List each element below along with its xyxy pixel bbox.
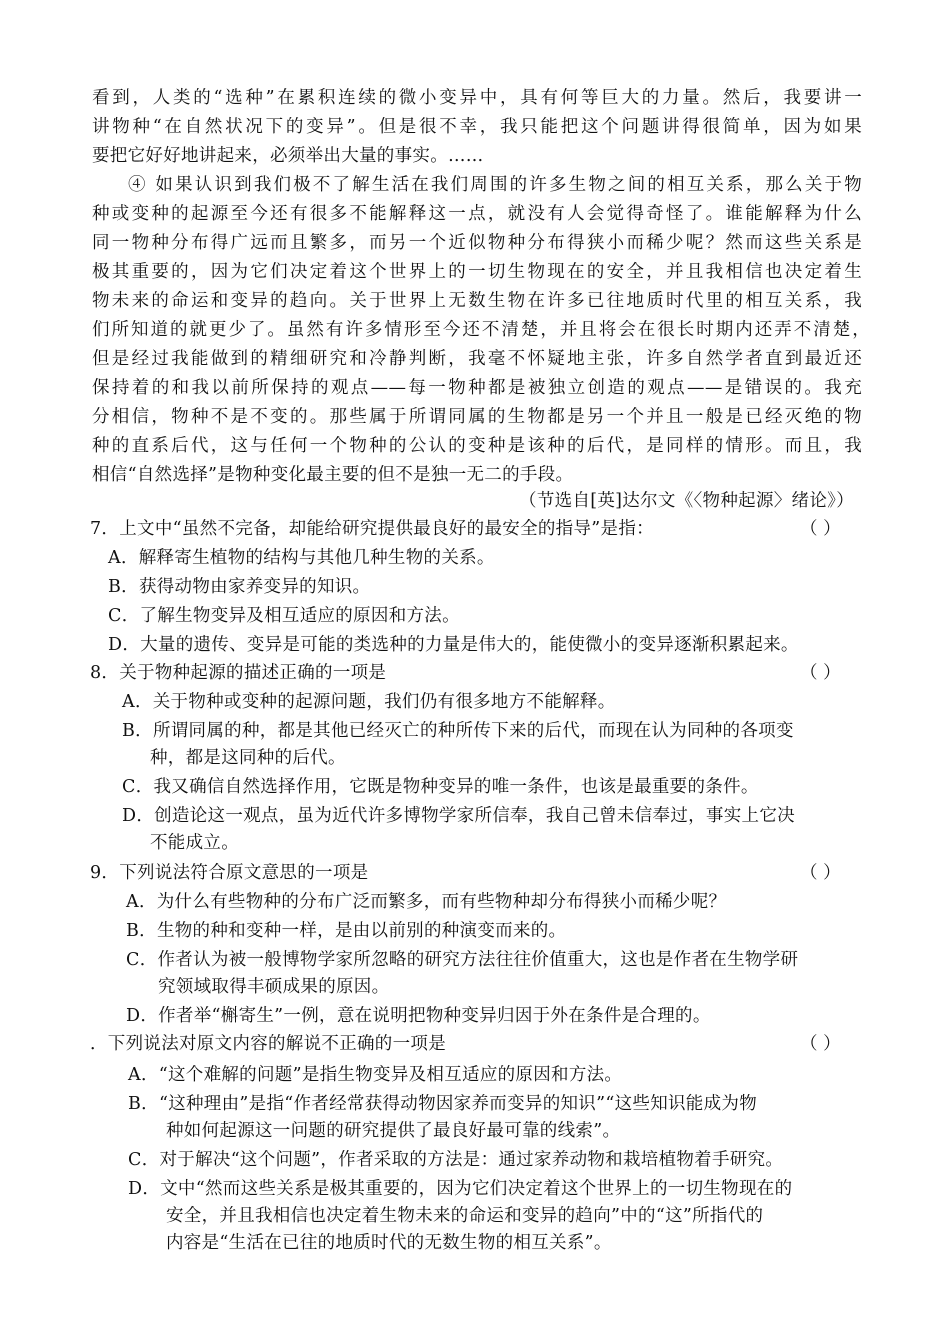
passage-line: 同一物种分布得广远而且繁多，而另一个近似物种分布得狭小而稀少呢？然而这些关系是 [92,233,862,253]
passage-line: 们所知道的就更少了。虽然有许多情形至今还不清楚，并且将会在很长时期内还弄不清楚， [92,320,870,340]
question-stem: 7．上文中“虽然不完备，却能给研究提供最良好的最安全的指导”是指： [90,519,654,539]
passage-line: 讲物种“在自然状况下的变异”。但是很不幸，我只能把这个问题讲得很简单，因为如果 [92,117,862,137]
option-a: A．为什么有些物种的分布广泛而繁多，而有些物种却分布得狭小而稀少呢？ [126,892,727,912]
option-b: B．获得动物由家养变异的知识。 [108,577,371,597]
option-d-continued: 安全，并且我相信也决定着生物未来的命运和变异的趋向”中的“这”所指代的 [166,1206,764,1226]
answer-blank[interactable]: （ ） [800,863,841,883]
option-b-continued: 种，都是这同种的后代。 [150,748,346,768]
option-a: A．“这个难解的问题”是指生物变异及相互适应的原因和方法。 [128,1065,623,1085]
option-c: C．对于解决“这个问题”，作者采取的方法是：通过家养动物和栽培植物着手研究。 [128,1150,784,1170]
answer-blank[interactable]: （ ） [800,519,841,539]
option-c: C．我又确信自然选择作用，它既是物种变异的唯一条件，也该是最重要的条件。 [122,777,759,797]
passage-line: 种的直系后代，这与任何一个物种的公认的变种是该种的后代，是同样的情形。而且，我 [92,436,862,456]
passage-line: 保持着的和我以前所保持的观点——每一物种都是被独立创造的观点——是错误的。我充 [92,378,862,398]
passage-source: （节选自[英]达尔文《〈物种起源〉绪论》） [519,491,854,511]
passage-line: 物未来的命运和变异的趋向。关于世界上无数生物在许多已往地质时代里的相互关系，我 [92,291,862,311]
option-d: D．作者举“槲寄生”一例，意在说明把物种变异归因于外在条件是合理的。 [126,1006,711,1026]
option-d: D．大量的遗传、变异是可能的类选种的力量是伟大的，能使微小的变异逐渐积累起来。 [108,635,799,655]
question-stem: 8．关于物种起源的描述正确的一项是 [90,663,387,683]
option-c-continued: 究领域取得丰硕成果的原因。 [158,977,390,997]
option-a: A．解释寄生植物的结构与其他几种生物的关系。 [108,548,495,568]
option-a: A．关于物种或变种的起源问题，我们仍有很多地方不能解释。 [122,692,616,712]
passage-line: 相信“自然选择”是物种变化最主要的但不是独一无二的手段。 [92,465,574,485]
option-b-continued: 种如何起源这一问题的研究提供了最良好最可靠的线索”。 [166,1121,621,1141]
option-d: D．创造论这一观点，虽为近代许多博物学家所信奉，我自己曾未信奉过，事实上它决 [122,806,795,826]
passage-line: 但是经过我能做到的精细研究和冷静判断，我毫不怀疑地主张，许多自然学者直到最近还 [92,349,862,369]
option-b: B．所谓同属的种，都是其他已经灭亡的种所传下来的后代，而现在认为同种的各项变 [122,721,794,741]
question-stem: 9．下列说法符合原文意思的一项是 [90,863,369,883]
option-d-continued: 不能成立。 [150,833,239,853]
passage-line: 分相信，物种不是不变的。那些属于所谓同属的生物都是另一个并且一般是已经灭绝的物 [92,407,862,427]
option-d: D．文中“然而这些关系是极其重要的，因为它们决定着这个世界上的一切生物现在的 [128,1179,793,1199]
question-stem: ．下列说法对原文内容的解说不正确的一项是 [90,1034,446,1054]
option-b: B．“这种理由”是指“作者经常获得动物因家养而变异的知识”“这些知识能成为物 [128,1094,757,1114]
option-c: C．作者认为被一般博物学家所忽略的研究方法往往价值重大，这也是作者在生物学研 [126,950,799,970]
option-b: B．生物的种和变种一样，是由以前别的种演变而来的。 [126,921,567,941]
passage-line: 要把它好好地讲起来，必须举出大量的事实。…… [92,146,484,166]
answer-blank[interactable]: （ ） [800,663,841,683]
answer-blank[interactable]: （ ） [800,1034,841,1054]
option-d-continued: 内容是“生活在已往的地质时代的无数生物的相互关系”。 [166,1233,612,1253]
passage-line: 极其重要的，因为它们决定着这个世界上的一切生物现在的安全，并且我相信也决定着生 [92,262,862,282]
option-c: C．了解生物变异及相互适应的原因和方法。 [108,606,460,626]
passage-line: 种或变种的起源至今还有很多不能解释这一点，就没有人会觉得奇怪了。谁能解释为什么 [92,204,862,224]
passage-line: ④ 如果认识到我们极不了解生活在我们周围的许多生物之间的相互关系，那么关于物 [128,175,862,195]
passage-line: 看到，人类的“选种”在累积连续的微小变异中，具有何等巨大的力量。然后，我要讲一 [92,88,862,108]
